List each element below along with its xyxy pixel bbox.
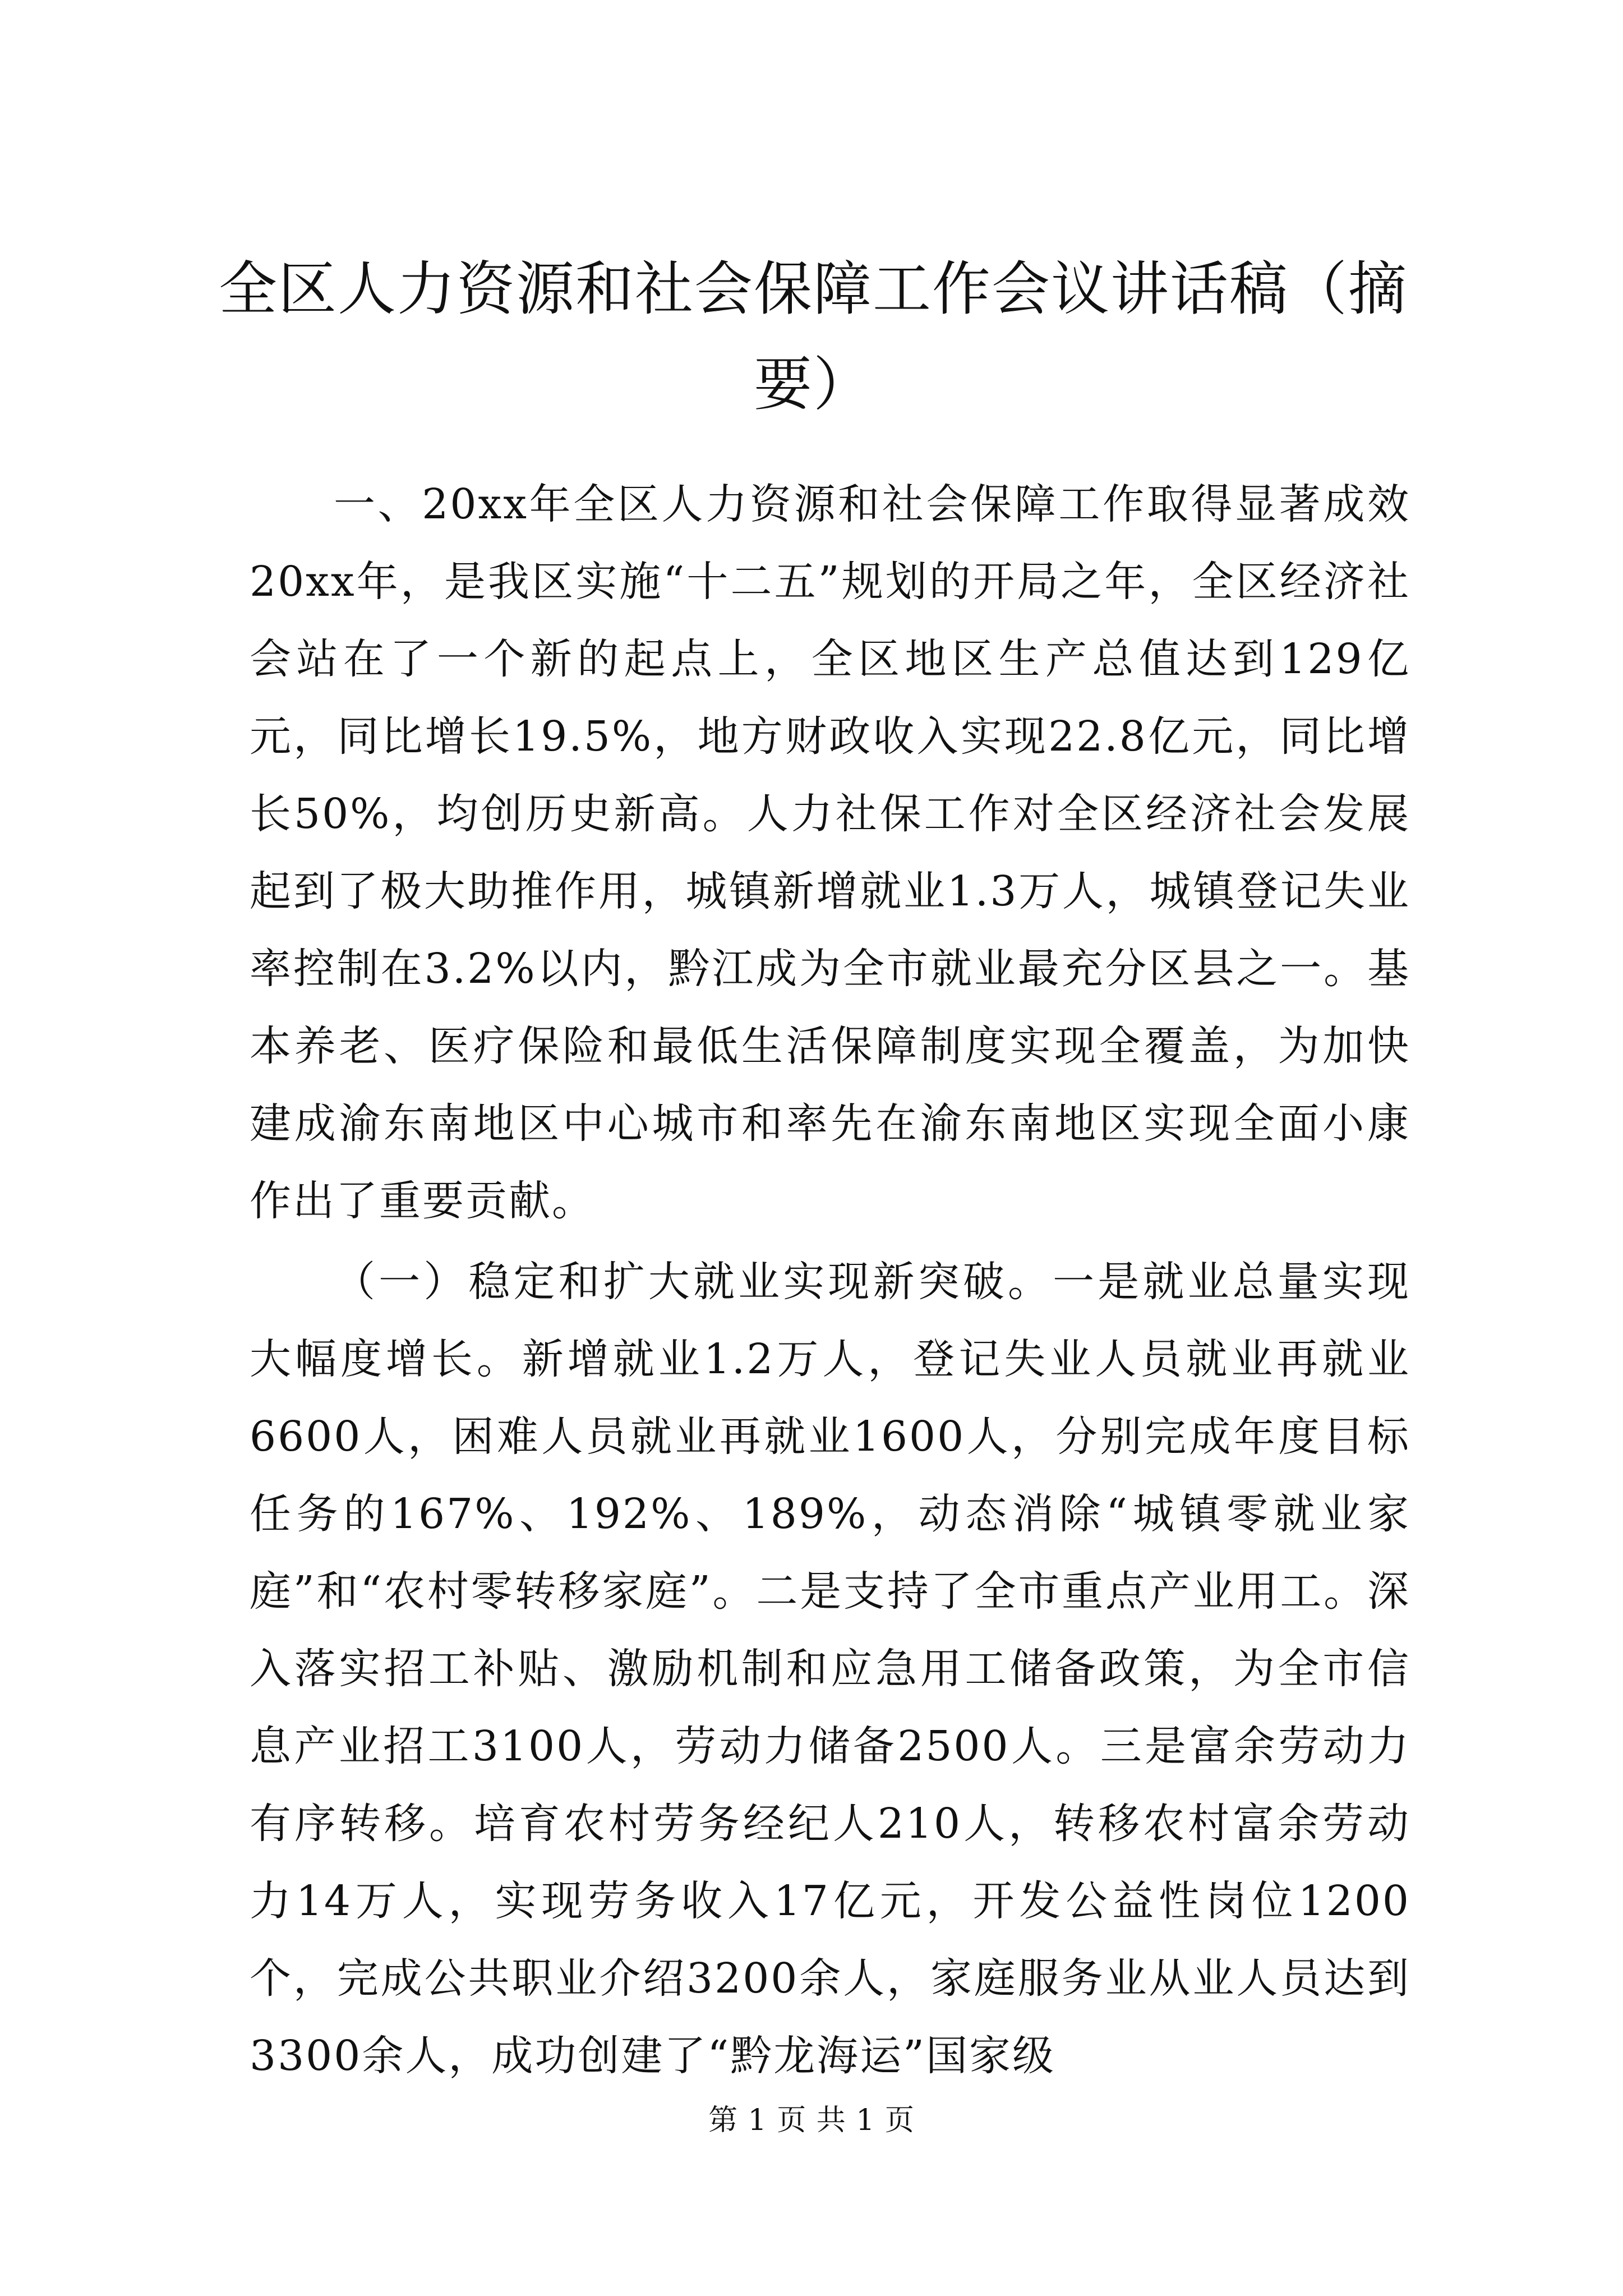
paragraph-1: 一、20xx年全区人力资源和社会保障工作取得显著成效20xx年，是我区实施“十二五”规划的开局之年，全区经济社会站在了一个新的起点上，全区地区生产总值达到129亿元，同比增长19.5%，地方财政收入实现22.8亿元，同比增长50%，均创历史新高。人力社保工作对全区经济社会发展起到了极大助推作用，城镇新增就业1.3万人，城镇登记失业率控制在3.2%以内，黔江成为全市就业最充分区县之一。基本养老、医疗保险和最低生活保障制度实现全覆盖，为加快建成渝东南地区中心城市和率先在渝东南地区实现全面小康作出了重要贡献。 [250,480,1410,1225]
paragraph-2: （一）稳定和扩大就业实现新突破。一是就业总量实现大幅度增长。新增就业1.2万人，登记失业人员就业再就业6600人，困难人员就业再就业1600人，分别完成年度目标任务的167%、192%、189%，动态消除“城镇零就业家庭”和“农村零转移家庭”。二是支持了全市重点产业用工。深入落实招工补贴、激励机制和应急用工储备政策，为全市信息产业招工3100人，劳动力储备2500人。三是富余劳动力有序转移。培育农村劳务经纪人210人，转移农村富余劳动力14万人，实现劳务收入17亿元，开发公益性岗位1200个，完成公共职业介绍3200余人，家庭服务业从业人员达到3300余人，成功创建了“黔龙海运”国家级 [250,1258,1410,2080]
document-body [250,466,1410,2095]
document-title: 全区人力资源和社会保障工作会议讲话稿（摘要） [218,255,1408,418]
page-number-footer: 第 1 页 共 1 页 [708,2104,915,2137]
